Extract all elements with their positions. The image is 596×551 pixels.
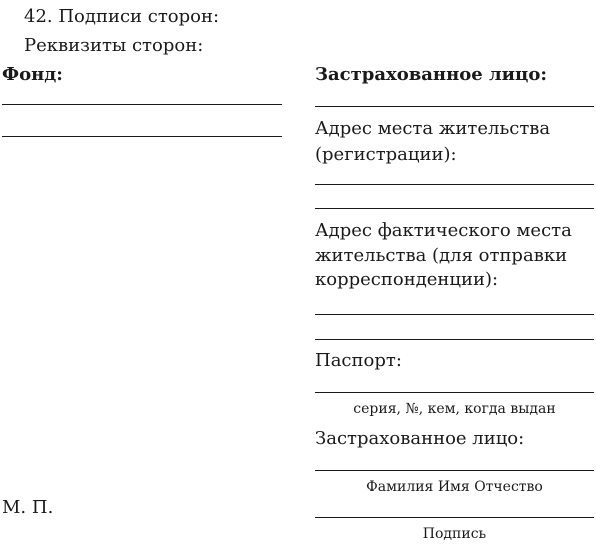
registration-address-label-line1: Адрес места жительства <box>315 118 551 139</box>
actual-address-line-1 <box>315 314 594 315</box>
registration-address-line-1 <box>315 184 594 185</box>
full-name-line <box>315 470 594 471</box>
full-name-hint: Фамилия Имя Отчество <box>366 479 543 495</box>
passport-line <box>315 392 594 393</box>
registration-address-label-line2: (регистрации): <box>315 144 457 165</box>
stamp-place-label: М. П. <box>2 497 54 518</box>
section-heading: 42. Подписи сторон: <box>24 6 220 27</box>
passport-label: Паспорт: <box>315 350 402 371</box>
registration-address-line-2 <box>315 208 594 209</box>
actual-address-label-line3: корреспонденции): <box>315 269 499 290</box>
insured-signatory-label: Застрахованное лицо: <box>315 428 525 449</box>
insured-name-line <box>315 106 594 107</box>
actual-address-label-line2: жительства (для отправки <box>315 245 568 266</box>
fund-blank-line-2 <box>2 136 282 137</box>
actual-address-line-2 <box>315 339 594 340</box>
actual-address-label-line1: Адрес фактического места <box>315 220 572 241</box>
signature-line <box>315 517 594 518</box>
passport-hint: серия, №, кем, когда выдан <box>353 401 556 417</box>
signature-hint: Подпись <box>422 526 487 542</box>
fund-blank-line-1 <box>2 104 282 105</box>
insured-title: Застрахованное лицо: <box>315 64 547 85</box>
requisites-subheading: Реквизиты сторон: <box>24 35 204 56</box>
fund-title: Фонд: <box>2 64 63 85</box>
